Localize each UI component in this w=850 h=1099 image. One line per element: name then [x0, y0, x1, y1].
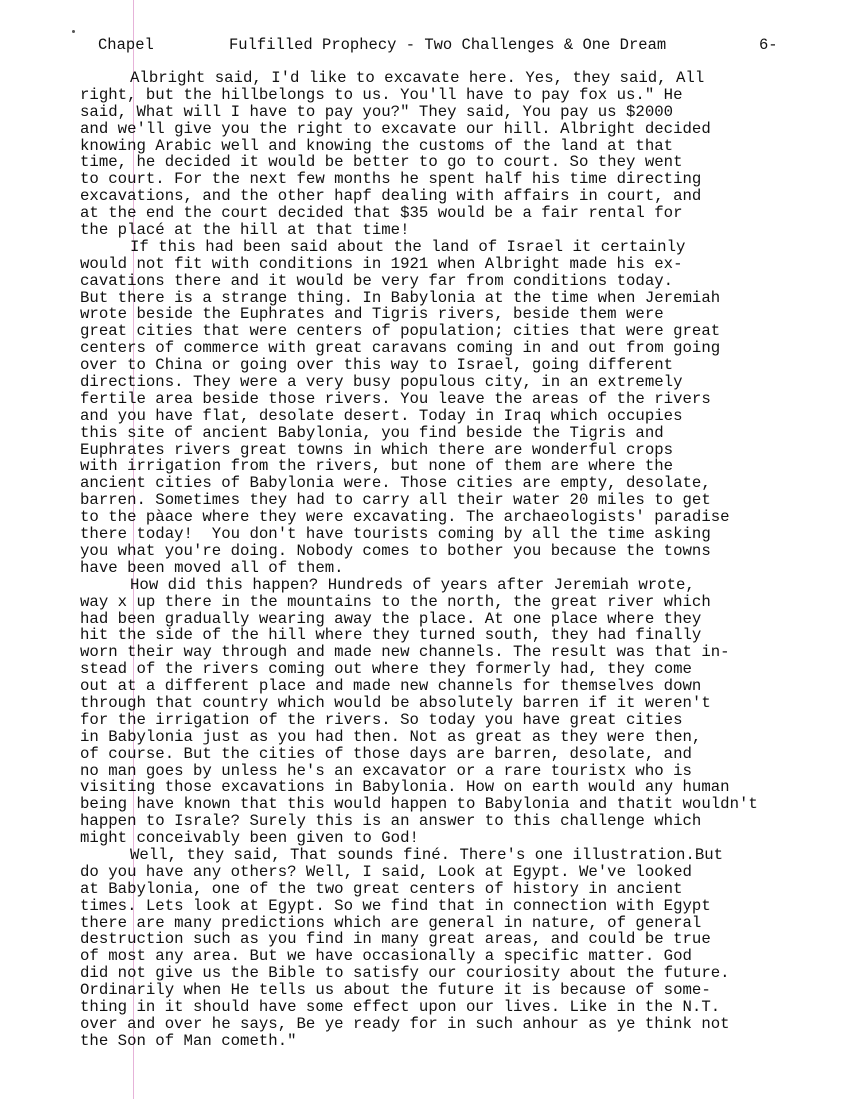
text-line: worn their way through and made new channels. The result was that in-: [80, 643, 730, 662]
text-line: had been gradually wearing away the place. At one place where they: [80, 609, 702, 628]
text-line: knowing Arabic well and knowing the customs of the land at that: [80, 136, 674, 155]
text-line: happen to Israle? Surely this is an answer to this challenge which: [80, 812, 702, 831]
text-line: have been moved all of them.: [80, 558, 344, 577]
header-chapel: Chapel: [98, 36, 154, 54]
text-line: you what you're doing. Nobody comes to bother you because the towns: [80, 541, 711, 560]
text-line: there today! You don't have tourists coming by all the time asking: [80, 525, 711, 544]
text-line: to court. For the next few months he spent half his time directing: [80, 170, 702, 189]
page-header: [98, 36, 798, 56]
text-line: at the end the court decided that $35 would be a fair rental for: [80, 204, 683, 223]
text-line: said, What will I have to pay you?" They said, You pay us $2000: [80, 102, 674, 121]
text-line: way x up there in the mountains to the north, the great river which: [80, 592, 711, 611]
text-line: Euphrates rivers great towns in which there are wonderful crops: [80, 440, 674, 459]
text-line: ancient cities of Babylonia were. Those cities are empty, desolate,: [80, 474, 711, 493]
text-line: cavations there and it would be very far from conditions today.: [80, 271, 674, 290]
text-line: to the pàace where they were excavating. The archaeologists' paradise: [80, 508, 730, 527]
text-line: wrote beside the Euphrates and Tigris rivers, beside them were: [80, 305, 664, 324]
text-line: and you have flat, desolate desert. Today in Iraq which occupies: [80, 406, 683, 425]
text-line: might conceivably been given to God!: [80, 829, 419, 848]
text-line: the placé at the hill at that time!: [80, 221, 410, 240]
text-line: barren. Sometimes they had to carry all their water 20 miles to get: [80, 491, 711, 510]
text-line: stead of the rivers coming out where they formerly had, they come: [80, 660, 692, 679]
text-line: centers of commerce with great caravans coming in and out from going: [80, 339, 721, 358]
text-line: visiting those excavations in Babylonia. How on earth would any human: [80, 778, 730, 797]
text-line: directions. They were a very busy populous city, in an extremely: [80, 373, 683, 392]
text-line: with irrigation from the rivers, but none of them are where the: [80, 457, 674, 476]
text-line: do you have any others? Well, I said, Look at Egypt. We've looked: [80, 862, 692, 881]
document-body: [80, 70, 840, 1050]
text-line: But there is a strange thing. In Babylonia at the time when Jeremiah: [80, 288, 721, 307]
text-line: out at a different place and made new channels for themselves down: [80, 677, 702, 696]
text-line: over to China or going over this way to Israel, going different: [80, 356, 674, 375]
text-line: through that country which would be absolutely barren if it weren't: [80, 693, 711, 712]
text-line: for the irrigation of the rivers. So today you have great cities: [80, 710, 683, 729]
text-line: this site of ancient Babylonia, you find beside the Tigris and: [80, 423, 664, 442]
text-line: would not fit with conditions in 1921 when Albright made his ex-: [80, 254, 683, 273]
text-line: How did this happen? Hundreds of years after Jeremiah wrote,: [130, 575, 695, 594]
text-line: of course. But the cities of those days are barren, desolate, and: [80, 744, 692, 763]
text-line: there are many predictions which are general in nature, of general: [80, 913, 702, 932]
header-title: Fulfilled Prophecy - Two Challenges & One Dream: [229, 36, 667, 54]
text-line: the Son of Man cometh.": [80, 1031, 297, 1050]
text-line: time, he decided it would be better to go to court. So they went: [80, 153, 683, 172]
page-number: 6-: [759, 36, 778, 54]
text-line: Ordinarily when He tells us about the future it is because of some-: [80, 981, 711, 1000]
text-line: times. Lets look at Egypt. So we find that in connection with Egypt: [80, 896, 711, 915]
text-line: Well, they said, That sounds finé. There's one illustration.But: [130, 845, 724, 864]
text-line: hit the side of the hill where they turned south, they had finally: [80, 626, 702, 645]
text-line: great cities that were centers of population; cities that were great: [80, 322, 721, 341]
text-line: excavations, and the other hapf dealing with affairs in court, and: [80, 187, 702, 206]
scan-speck: [72, 30, 75, 33]
text-line: at Babylonia, one of the two great centers of history in ancient: [80, 879, 683, 898]
text-line: destruction such as you find in many great areas, and could be true: [80, 930, 711, 949]
text-line: in Babylonia just as you had then. Not as great as they were then,: [80, 727, 702, 746]
text-line: over and over he says, Be ye ready for in such anhour as ye think not: [80, 1014, 730, 1033]
text-line: did not give us the Bible to satisfy our couriosity about the future.: [80, 964, 730, 983]
text-line: thing in it should have some effect upon our lives. Like in the N.T.: [80, 997, 721, 1016]
text-line: right, but the hillbelongs to us. You'll have to pay fox us." He: [80, 85, 683, 104]
text-line: If this had been said about the land of Israel it certainly: [130, 237, 686, 256]
text-line: fertile area beside those rivers. You leave the areas of the rivers: [80, 389, 711, 408]
text-line: of most any area. But we have occasionally a specific matter. God: [80, 947, 692, 966]
text-line: Albright said, I'd like to excavate here. Yes, they said, All: [130, 69, 705, 87]
text-line: being have known that this would happen to Babylonia and thatit wouldn't: [80, 795, 758, 814]
text-line: and we'll give you the right to excavate our hill. Albright decided: [80, 119, 711, 138]
text-line: no man goes by unless he's an excavator or a rare touristx who is: [80, 761, 692, 780]
